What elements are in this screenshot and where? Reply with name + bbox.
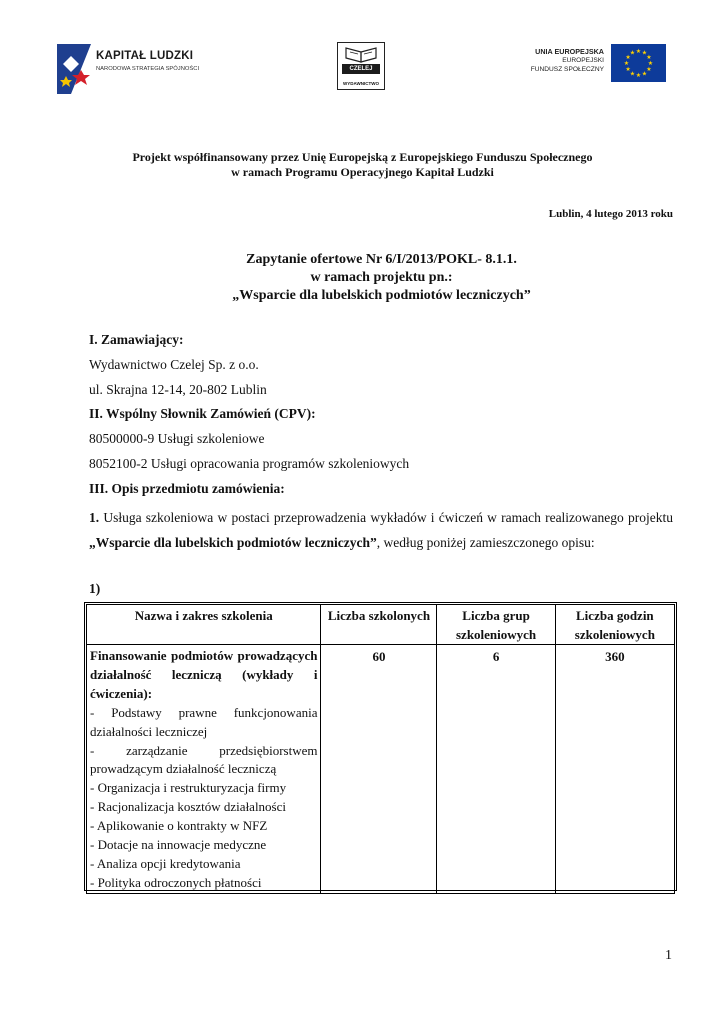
course-topic: - Polityka odroczonych płatności (90, 874, 262, 890)
service-text-b: , według poniżej zamieszczonego opisu: (376, 535, 595, 550)
document-date: Lublin, 4 lutego 2013 roku (548, 208, 673, 220)
course-topic: - Racjonalizacja kosztów działalności (90, 799, 287, 815)
service-text-a: Usługa szkoleniowa w postaci przeprowadzenia wykładów i ćwiczeń w ramach realizowanego projektu (99, 510, 673, 525)
subsection-label: 1) (89, 581, 101, 596)
training-table (86, 604, 675, 894)
cpv-code-2: 8052100-2 Usługi opracowania programów szkoleniowych (89, 456, 410, 471)
course-topic: - Podstawy prawne funkcjonowania działalności leczniczej (90, 704, 318, 739)
svg-text:★: ★ (625, 66, 631, 73)
table-row (87, 645, 675, 894)
hours-value: 360 (555, 645, 674, 894)
document-title-line-3: „Wsparcie dla lubelskich podmiotów leczniczych” (232, 288, 531, 303)
course-topic: - Analiza opcji kredytowania (90, 855, 241, 871)
eu-line-3: FUNDUSZ SPOŁECZNY (530, 66, 604, 73)
kapital-ludzki-logo (57, 44, 217, 94)
svg-text:★: ★ (635, 72, 642, 79)
kapital-ludzki-title: KAPITAŁ LUDZKI (96, 50, 194, 62)
eu-fund-text (520, 47, 604, 74)
czelej-logo (337, 42, 385, 90)
section-2-heading: II. Wspólny Słownik Zamówień (CPV): (89, 406, 316, 421)
service-project-name: „Wsparcie dla lubelskich podmiotów leczniczych” (89, 535, 377, 550)
groups-value: 6 (437, 645, 555, 894)
course-title: Finansowanie podmiotów prowadzących działalność leczniczą (wykłady i ćwiczenia): (90, 648, 318, 701)
header-course-name: Nazwa i zakres szkolenia (87, 605, 321, 645)
project-line-2: w ramach Programu Operacyjnego Kapitał Ludzki (231, 165, 494, 179)
book-icon (344, 46, 378, 64)
section-3-heading: III. Opis przedmiotu zamówienia: (89, 481, 285, 496)
participants-value: 60 (321, 645, 437, 894)
kapital-ludzki-subtitle: NARODOWA STRATEGIA SPÓJNOŚCI (96, 66, 200, 72)
table-header-row (87, 605, 675, 645)
czelej-logo-subtitle: WYDAWNICTWO (343, 81, 379, 86)
course-topic: - zarządzanie przedsiębiorstwem prowadzącym działalność leczniczą (90, 742, 318, 777)
eu-line-2: EUROPEJSKI (562, 57, 604, 64)
svg-text:★: ★ (646, 54, 652, 61)
svg-text:★: ★ (629, 49, 636, 57)
svg-text:★: ★ (635, 48, 642, 55)
course-topic: - Aplikowanie o kontrakty w NFZ (90, 818, 268, 834)
page-number: 1 (665, 948, 672, 963)
cpv-code-1: 80500000-9 Usługi szkoleniowe (89, 431, 265, 446)
section-1-heading: I. Zamawiający: (89, 332, 184, 347)
course-cell (87, 645, 321, 894)
document-title-line-2: w ramach projektu pn.: (310, 270, 453, 285)
svg-text:★: ★ (647, 60, 654, 67)
service-number: 1. (89, 510, 100, 525)
header-hours: Liczba godzin szkoleniowych (555, 605, 674, 645)
svg-text:★: ★ (646, 66, 652, 73)
svg-text:★: ★ (629, 70, 636, 78)
svg-text:★: ★ (641, 49, 648, 57)
svg-text:★: ★ (625, 54, 631, 61)
contractor-name: Wydawnictwo Czelej Sp. z o.o. (89, 357, 259, 372)
eu-flag (611, 44, 666, 82)
contractor-address: ul. Skrajna 12-14, 20-802 Lublin (89, 382, 267, 397)
document-title-line-1: Zapytanie ofertowe Nr 6/I/2013/POKL- 8.1.1. (246, 252, 517, 267)
czelej-logo-name: CZELEJ (349, 66, 373, 72)
course-topic: - Dotacje na innowacje medyczne (90, 837, 267, 853)
svg-text:★: ★ (641, 70, 648, 78)
eu-stars-icon (611, 44, 666, 82)
service-description (89, 505, 673, 555)
project-line-1: Projekt współfinansowany przez Unię Europejską z Europejskiego Funduszu Społecznego (132, 150, 593, 164)
kapital-ludzki-emblem-icon (57, 44, 95, 94)
eu-title: UNIA EUROPEJSKA (535, 47, 604, 56)
course-topic: - Organizacja i restrukturyzacja firmy (90, 780, 287, 796)
header-groups: Liczba grup szkoleniowych (437, 605, 555, 645)
header-participants: Liczba szkolonych (321, 605, 437, 645)
svg-text:★: ★ (623, 60, 630, 67)
